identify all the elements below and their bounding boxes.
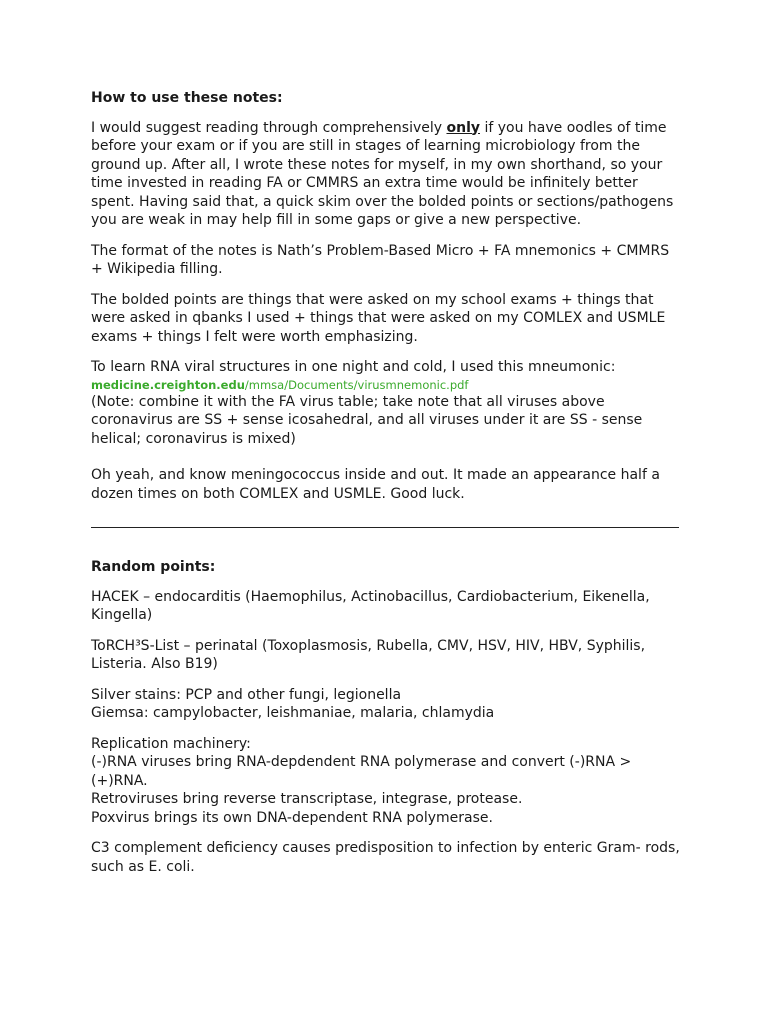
document-body (91, 89, 681, 888)
point-replication (91, 735, 681, 828)
mnemonic-link[interactable] (91, 377, 681, 393)
intro-paragraph-4 (91, 358, 681, 448)
point-stains (91, 686, 681, 723)
point-silver-stains: Silver stains: PCP and other fungi, legionella (91, 686, 402, 703)
paragraph-spacer (91, 448, 681, 460)
point-hacek: HACEK – endocarditis (Haemophilus, Actinobacillus, Cardiobacterium, Eikenella, Kingella) (91, 588, 650, 623)
point-torch: ToRCH³S-List – perinatal (Toxoplasmosis, Rubella, CMV, HSV, HIV, HBV, Syphilis, Listeria. Also B19) (91, 637, 646, 672)
intro-paragraph-3: The bolded points are things that were asked on my school exams + things that were asked in qbanks I used + things that were asked on my COMLEX and USMLE exams + things I felt were worth emphasizing. (91, 291, 666, 345)
intro-p1-text-before: I would suggest reading through comprehensively (91, 119, 447, 136)
replication-title: Replication machinery: (91, 735, 251, 752)
intro-p1-text-after: if you have oodles of time before your exam or if you are still in stages of learning microbiology from the ground up. After all, I wrote these notes for myself, in my own shorthand, so your time invested in reading FA or CMMRS an extra time would be infinitely better spent. Having said that, a quick skim over the bolded points or sections/pathogens you are weak in may help fill in some gaps or give a new perspective. (91, 119, 674, 228)
mnemonic-link-path: /mmsa/Documents/virusmnemonic.pdf (244, 377, 469, 392)
replication-neg-rna: (-)RNA viruses bring RNA-depdendent RNA polymerase and convert (-)RNA > (+)RNA. (91, 754, 632, 789)
section-heading-random-points: Random points: (91, 559, 216, 575)
mnemonic-lead-text: To learn RNA viral structures in one night and cold, I used this mneumonic: (91, 359, 616, 375)
point-c3-deficiency: C3 complement deficiency causes predisposition to infection by enteric Gram- rods, such as E. coli. (91, 840, 680, 875)
mnemonic-link-domain: medicine.creighton.edu (91, 377, 245, 392)
section-heading-how-to-use: How to use these notes: (91, 90, 283, 106)
intro-paragraph-2: The format of the notes is Nath’s Problem-Based Micro + FA mnemonics + CMMRS + Wikipedia filling. (91, 242, 670, 277)
replication-retrovirus: Retroviruses bring reverse transcriptase, integrase, protease. (91, 791, 523, 807)
intro-paragraph-1 (91, 119, 681, 230)
section-divider (91, 527, 679, 528)
intro-paragraph-5: Oh yeah, and know meningococcus inside and out. It made an appearance half a dozen times on both COMLEX and USMLE. Good luck. (91, 467, 660, 502)
mnemonic-note: (Note: combine it with the FA virus table; take note that all viruses above coronavirus are SS + sense icosahedral, and all viruses under it are SS - sense helical; coronavirus is mixed) (91, 393, 643, 447)
intro-p1-emphasis: only (446, 119, 480, 136)
replication-poxvirus: Poxvirus brings its own DNA-dependent RNA polymerase. (91, 809, 493, 826)
point-giemsa: Giemsa: campylobacter, leishmaniae, malaria, chlamydia (91, 705, 495, 721)
